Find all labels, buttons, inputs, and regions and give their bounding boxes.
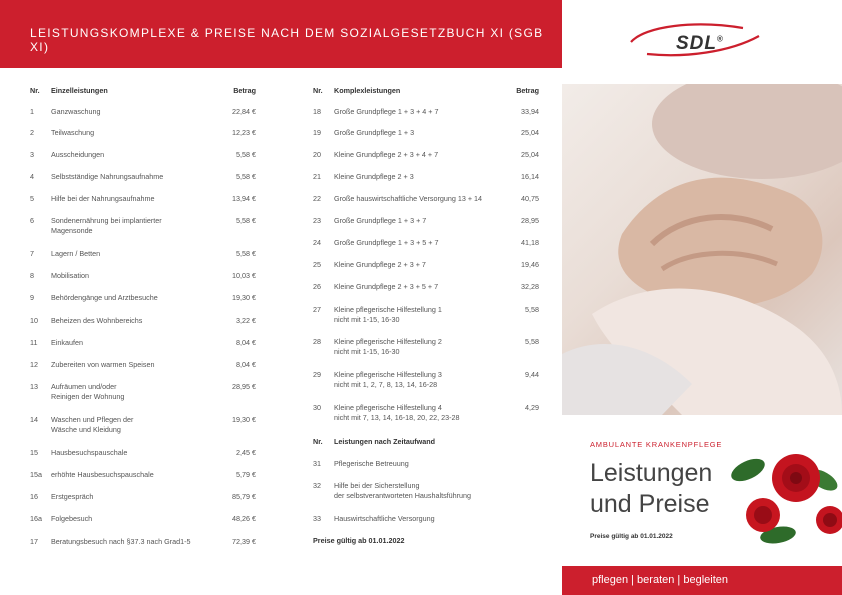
cell-name: Kleine pflegerische Hilfestellung 3 nicht mit 1, 2, 7, 8, 13, 14, 16-28 (334, 370, 442, 389)
cell-nr: 5 (30, 194, 34, 203)
cell-nr: 7 (30, 249, 34, 258)
cover-title-line1: Leistungen (590, 459, 713, 487)
cell-nr: 29 (313, 370, 321, 379)
cell-nr: 31 (313, 459, 321, 468)
cell-name: Kleine Grundpflege 2 + 3 + 7 (334, 260, 426, 269)
cell-price: 2,45 € (236, 448, 256, 457)
cell-name: Kleine Grundpflege 2 + 3 + 5 + 7 (334, 282, 439, 291)
cell-name: erhöhte Hausbesuchspauschale (51, 470, 154, 479)
cell-price: 8,04 € (236, 360, 256, 369)
cell-nr: 30 (313, 403, 321, 412)
cell-name: Große Grundpflege 1 + 3 + 4 + 7 (334, 107, 439, 116)
holding-hands-image (562, 84, 842, 415)
cell-nr: 32 (313, 481, 321, 490)
cell-name: Kleine pflegerische Hilfestellung 4 nicht mit 7, 13, 14, 16-18, 20, 22, 23-28 (334, 403, 460, 422)
cell-price: 5,58 (525, 305, 539, 314)
cell-name: Leistungen nach Zeitaufwand (334, 437, 436, 446)
cell-price: 41,18 (521, 238, 539, 247)
header-banner (0, 0, 562, 68)
cell-nr: 9 (30, 293, 34, 302)
cell-name: Hauswirtschaftliche Versorgung (334, 514, 435, 523)
cell-name: Aufräumen und/oder Reinigen der Wohnung (51, 382, 125, 401)
cell-nr: 19 (313, 128, 321, 137)
cell-price: Betrag (233, 86, 256, 95)
cell-nr: 10 (30, 316, 38, 325)
cell-name: Komplexleistungen (334, 86, 401, 95)
cell-nr: 24 (313, 238, 321, 247)
roses-image (728, 440, 842, 550)
cell-nr: 6 (30, 216, 34, 225)
cell-nr: 4 (30, 172, 34, 181)
cell-price: 33,94 (521, 107, 539, 116)
footer-banner (562, 566, 842, 595)
cell-price: 8,04 € (236, 338, 256, 347)
cell-nr: 1 (30, 107, 34, 116)
cell-name: Zubereiten von warmen Speisen (51, 360, 155, 369)
cell-name: Große Grundpflege 1 + 3 (334, 128, 415, 137)
cell-price: 10,03 € (232, 271, 256, 280)
cell-price: 9,44 (525, 370, 539, 379)
complex-services-table (313, 86, 539, 556)
cell-price: 3,22 € (236, 316, 256, 325)
cell-nr: 11 (30, 338, 38, 347)
single-services-table (30, 86, 256, 556)
cell-price: 5,79 € (236, 470, 256, 479)
sdl-logo (625, 22, 765, 58)
footer-tagline: pflegen | beraten | begleiten (592, 574, 728, 586)
cell-nr: 33 (313, 514, 321, 523)
cell-name: Lagern / Betten (51, 249, 101, 258)
cell-price: 28,95 € (232, 382, 256, 391)
cell-nr: 25 (313, 260, 321, 269)
cell-name: Hilfe bei der Nahrungsaufnahme (51, 194, 155, 203)
logo-text: SDL® (676, 33, 724, 54)
cover-title-line2: und Preise (590, 490, 710, 518)
cell-price: 5,58 (525, 337, 539, 346)
cell-nr: 27 (313, 305, 321, 314)
cell-name: Kleine pflegerische Hilfestellung 1 nicht mit 1-15, 16-30 (334, 305, 442, 324)
cell-price: 48,26 € (232, 514, 256, 523)
cell-nr: 2 (30, 128, 34, 137)
cell-nr: 12 (30, 360, 38, 369)
hands-photo (562, 84, 842, 415)
cell-price: 22,84 € (232, 107, 256, 116)
cell-name: Einzelleistungen (51, 86, 108, 95)
cell-name: Große Grundpflege 1 + 3 + 5 + 7 (334, 238, 439, 247)
cell-price: 19,30 € (232, 293, 256, 302)
cell-nr: 22 (313, 194, 321, 203)
cell-price: 5,58 € (236, 216, 256, 225)
cell-name: Kleine pflegerische Hilfestellung 2 nicht mit 1-15, 16-30 (334, 337, 442, 356)
cell-name: Große Grundpflege 1 + 3 + 7 (334, 216, 427, 225)
cell-nr: 20 (313, 150, 321, 159)
rose-icon (728, 440, 842, 550)
cell-nr: 17 (30, 537, 38, 546)
cell-price: 5,58 € (236, 172, 256, 181)
cell-name: Ausscheidungen (51, 150, 105, 159)
cell-name: Mobilisation (51, 271, 89, 280)
cell-name: Waschen und Pflegen der Wäsche und Kleidung (51, 415, 134, 434)
cell-name: Teilwaschung (51, 128, 95, 137)
cell-nr: 28 (313, 337, 321, 346)
cover-valid-note: Preise gültig ab 01.01.2022 (590, 533, 673, 540)
cell-price: 13,94 € (232, 194, 256, 203)
cover-title (590, 458, 712, 520)
banner-title: LEISTUNGSKOMPLEXE & PREISE NACH DEM SOZIALGESETZBUCH XI (SGB XI) (30, 26, 544, 54)
cell-nr: 15a (30, 470, 42, 479)
cell-name: Behördengänge und Arztbesuche (51, 293, 158, 302)
cell-name: Erstgespräch (51, 492, 94, 501)
cell-nr: 13 (30, 382, 38, 391)
cell-price: 19,46 (521, 260, 539, 269)
cover-kicker: AMBULANTE KRANKENPFLEGE (590, 440, 723, 449)
cell-name: Sondenernährung bei implantierter Magensonde (51, 216, 162, 235)
cell-name: Ganzwaschung (51, 107, 101, 116)
cell-nr: 18 (313, 107, 321, 116)
cell-nr: 23 (313, 216, 321, 225)
cell-price: 28,95 (521, 216, 539, 225)
cell-name: Beratungsbesuch nach §37.3 nach Grad1-5 (51, 537, 191, 546)
cell-nr: 16a (30, 514, 42, 523)
cell-name: Hausbesuchspauschale (51, 448, 128, 457)
cell-nr: Nr. (313, 86, 323, 95)
cell-nr: 16 (30, 492, 38, 501)
cell-price: 16,14 (521, 172, 539, 181)
cell-name: Pflegerische Betreuung (334, 459, 409, 468)
cell-nr: 8 (30, 271, 34, 280)
cell-nr: Nr. (30, 86, 40, 95)
cell-price: 25,04 (521, 128, 539, 137)
cell-nr: 21 (313, 172, 321, 181)
prices-valid-note: Preise gültig ab 01.01.2022 (313, 536, 405, 545)
cell-price: 72,39 € (232, 537, 256, 546)
cell-nr: 15 (30, 448, 38, 457)
cell-nr: 14 (30, 415, 38, 424)
cell-price: 40,75 (521, 194, 539, 203)
cell-name: Beheizen des Wohnbereichs (51, 316, 143, 325)
cell-price: 5,58 € (236, 150, 256, 159)
cell-price: 25,04 (521, 150, 539, 159)
cell-nr: 3 (30, 150, 34, 159)
cell-price: 32,28 (521, 282, 539, 291)
cell-name: Kleine Grundpflege 2 + 3 + 4 + 7 (334, 150, 439, 159)
cell-name: Folgebesuch (51, 514, 93, 523)
cell-name: Selbstständige Nahrungsaufnahme (51, 172, 164, 181)
cell-name: Einkaufen (51, 338, 83, 347)
cell-price: 85,79 € (232, 492, 256, 501)
cell-price: 12,23 € (232, 128, 256, 137)
cell-name: Große hauswirtschaftliche Versorgung 13 + 14 (334, 194, 483, 203)
cell-name: Hilfe bei der Sicherstellung der selbstverantworteten Haushaltsführung (334, 481, 472, 500)
cell-price: 5,58 € (236, 249, 256, 258)
cell-price: 4,29 (525, 403, 539, 412)
cell-price: 19,30 € (232, 415, 256, 424)
cell-nr: 26 (313, 282, 321, 291)
cell-nr: Nr. (313, 437, 323, 446)
cell-price: Betrag (516, 86, 539, 95)
cell-name: Kleine Grundpflege 2 + 3 (334, 172, 414, 181)
